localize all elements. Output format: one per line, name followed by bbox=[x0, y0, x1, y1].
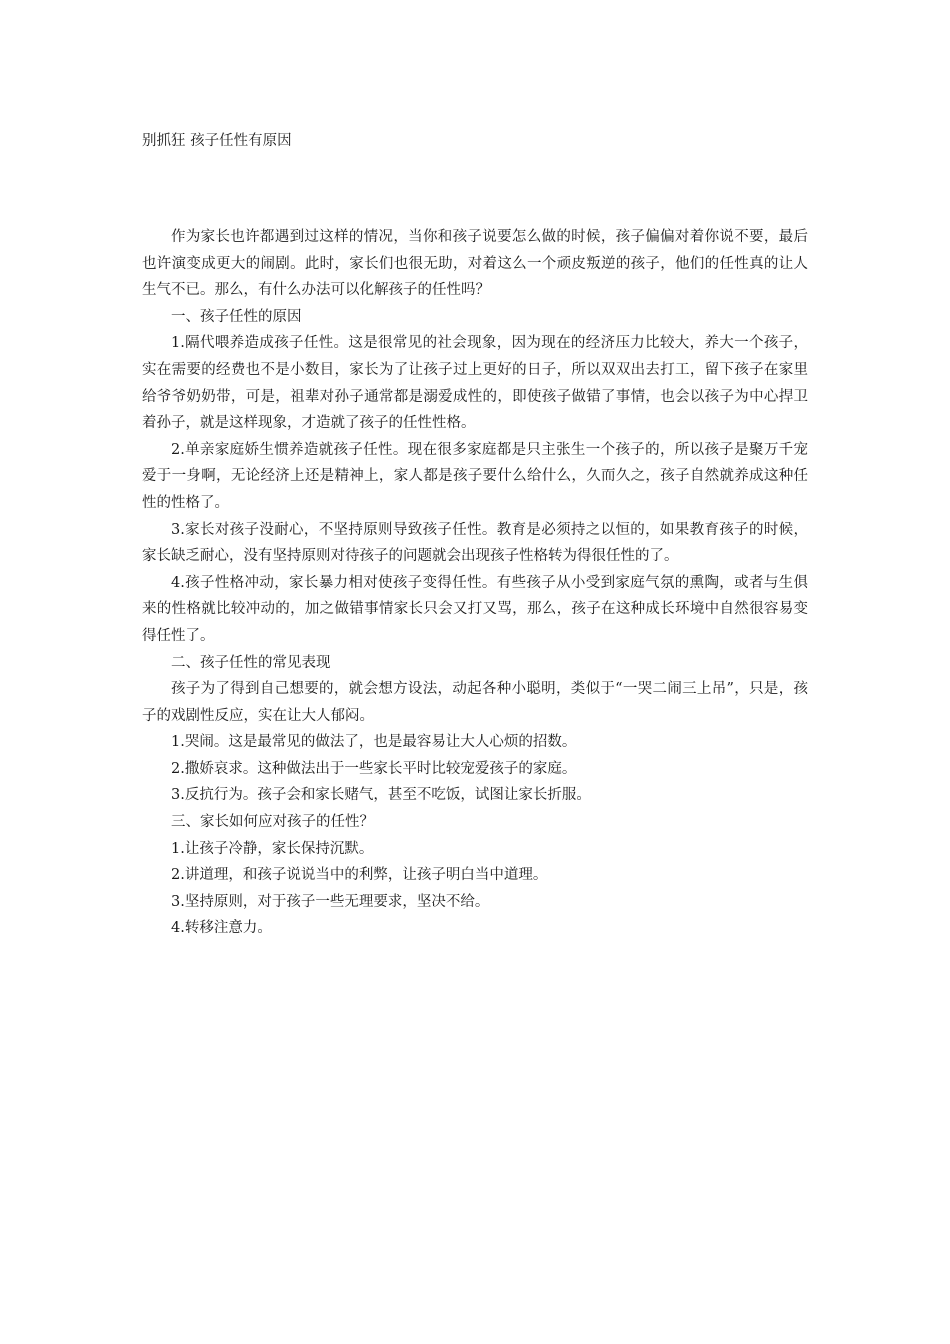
response-item-1: 1.让孩子冷静，家长保持沉默。 bbox=[171, 840, 374, 857]
section-heading-responses: 三、家长如何应对孩子的任性？ bbox=[171, 814, 374, 831]
cause-item-2: 2.单亲家庭娇生惯养造就孩子任性。现在很多家庭都是只主张生一个孩子的，所以孩子是聚万千宠爱于一身啊，无论经济上还是精神上，家人都是孩子要什么给什么，久而久之，孩子自然就养成这种任性的性格了。 bbox=[142, 441, 808, 511]
cause-item-1: 1.隔代喂养造成孩子任性。这是很常见的社会现象，因为现在的经济压力比较大，养大一个孩子，实在需要的经费也不是小数目，家长为了让孩子过上更好的日子，所以双双出去打工，留下孩子在家里给爷爷奶奶带，可是，祖辈对孙子通常都是溺爱成性的，即使孩子做错了事情，也会以孩子为中心捍卫着孙子，就是这样现象，才造就了孩子的任性性格。 bbox=[142, 335, 808, 432]
section-heading-behaviors: 二、孩子任性的常见表现 bbox=[171, 654, 331, 671]
document-title: 别抓狂 孩子任性有原因 bbox=[142, 133, 292, 149]
behavior-item-2: 2.撒娇哀求。这种做法出于一些家长平时比较宠爱孩子的家庭。 bbox=[171, 760, 577, 777]
cause-item-3: 3.家长对孩子没耐心，不坚持原则导致孩子任性。教育是必须持之以恒的，如果教育孩子的时候，家长缺乏耐心，没有坚持原则对待孩子的问题就会出现孩子性格转为得很任性的了。 bbox=[142, 521, 808, 565]
response-item-4: 4.转移注意力。 bbox=[171, 920, 272, 937]
behavior-item-1: 1.哭闹。这是最常见的做法了，也是最容易让大人心烦的招数。 bbox=[171, 734, 577, 751]
behavior-item-3: 3.反抗行为。孩子会和家长赌气，甚至不吃饭，试图让家长折服。 bbox=[171, 787, 591, 804]
response-item-2: 2.讲道理，和孩子说说当中的利弊，让孩子明白当中道理。 bbox=[171, 867, 548, 884]
cause-item-4: 4.孩子性格冲动，家长暴力相对使孩子变得任性。有些孩子从小受到家庭气氛的熏陶，或者与生俱来的性格就比较冲动的，加之做错事情家长只会又打又骂，那么，孩子在这种成长环境中自然很容易变得任性了。 bbox=[142, 574, 808, 644]
section-heading-causes: 一、孩子任性的原因 bbox=[171, 308, 302, 325]
behaviors-intro: 孩子为了得到自己想要的，就会想方设法，动起各种小聪明，类似于“一哭二闹三上吊”，只是，孩子的戏剧性反应，实在让大人郁闷。 bbox=[142, 681, 808, 724]
intro-paragraph: 作为家长也许都遇到过这样的情况，当你和孩子说要怎么做的时候，孩子偏偏对着你说不要，最后也许演变成更大的闹剧。此时，家长们也很无助，对着这么一个顽皮叛逆的孩子，他们的任性真的让人生气不已。那么，有什么办法可以化解孩子的任性吗？ bbox=[142, 229, 808, 299]
response-item-3: 3.坚持原则，对于孩子一些无理要求，坚决不给。 bbox=[171, 893, 490, 910]
article-body bbox=[142, 224, 808, 942]
